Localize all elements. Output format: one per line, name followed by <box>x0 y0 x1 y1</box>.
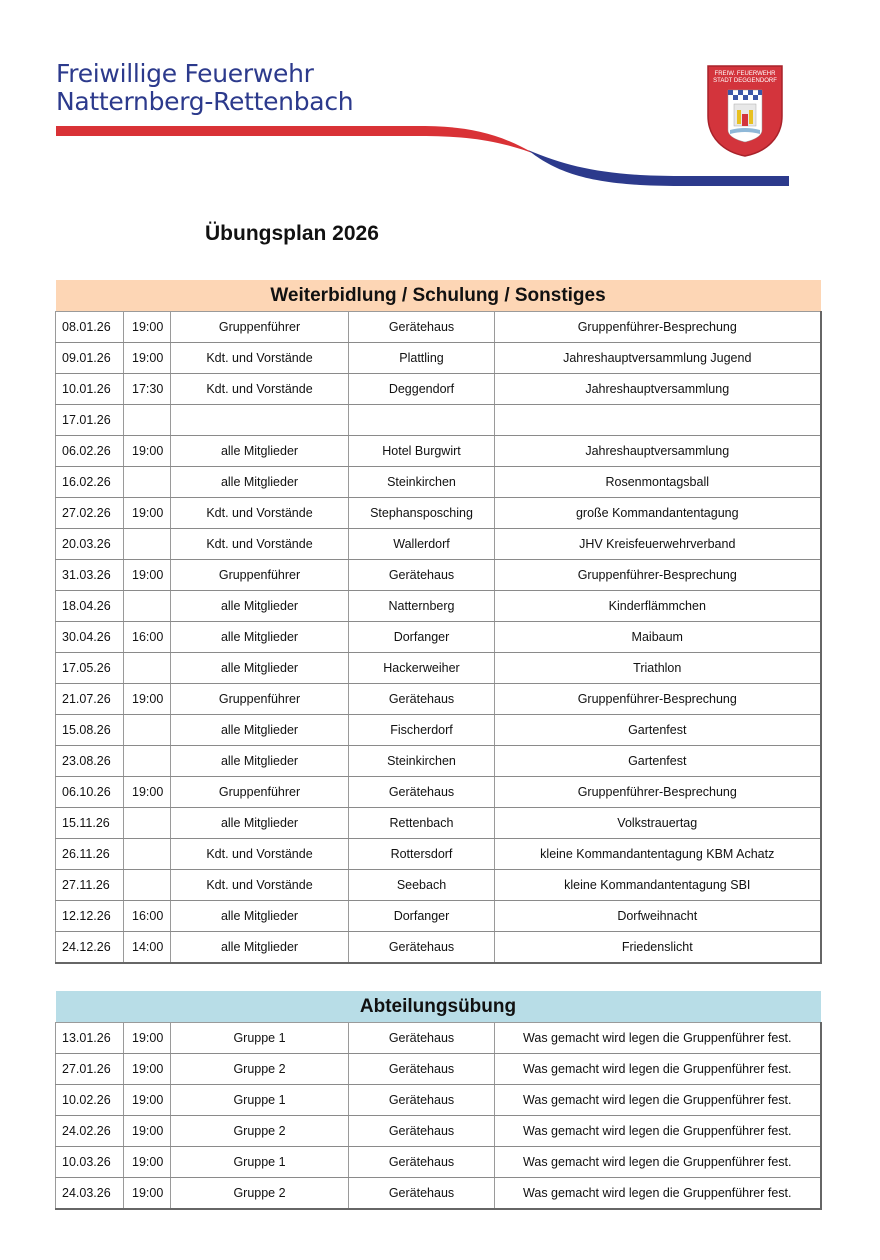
table-row <box>56 808 821 839</box>
topic-cell: Friedenslicht <box>495 932 821 964</box>
participants-cell: Gruppe 2 <box>171 1178 349 1210</box>
date-cell: 12.12.26 <box>56 901 124 932</box>
participants-cell: Gruppenführer <box>171 777 349 808</box>
participants-cell: Kdt. und Vorstände <box>171 343 349 374</box>
date-cell: 31.03.26 <box>56 560 124 591</box>
time-cell: 14:00 <box>124 932 171 964</box>
time-cell: 19:00 <box>124 1116 171 1147</box>
location-cell: Gerätehaus <box>349 1116 495 1147</box>
table-row <box>56 715 821 746</box>
location-cell: Natternberg <box>349 591 495 622</box>
topic-cell <box>495 405 821 436</box>
table-row <box>56 1085 821 1116</box>
participants-cell: Kdt. und Vorstände <box>171 529 349 560</box>
topic-cell: Gartenfest <box>495 746 821 777</box>
table-row <box>56 374 821 405</box>
time-cell <box>124 467 171 498</box>
participants-cell: Kdt. und Vorstände <box>171 498 349 529</box>
time-cell: 19:00 <box>124 436 171 467</box>
topic-cell: Was gemacht wird legen die Gruppenführer fest. <box>495 1085 821 1116</box>
date-cell: 17.05.26 <box>56 653 124 684</box>
time-cell: 19:00 <box>124 343 171 374</box>
topic-cell: Was gemacht wird legen die Gruppenführer fest. <box>495 1178 821 1210</box>
location-cell: Gerätehaus <box>349 1178 495 1210</box>
table-row <box>56 622 821 653</box>
location-cell: Hackerweiher <box>349 653 495 684</box>
table-row <box>56 1023 821 1054</box>
date-cell: 13.01.26 <box>56 1023 124 1054</box>
time-cell: 17:30 <box>124 374 171 405</box>
topic-cell: Jahreshauptversammlung <box>495 436 821 467</box>
location-cell: Gerätehaus <box>349 1085 495 1116</box>
time-cell <box>124 746 171 777</box>
schedule-table-department-drill <box>55 991 822 1210</box>
section-header-department-drill: Abteilungsübung <box>56 991 821 1023</box>
participants-cell: alle Mitglieder <box>171 746 349 777</box>
topic-cell: Jahreshauptversammlung <box>495 374 821 405</box>
table-row <box>56 777 821 808</box>
location-cell: Dorfanger <box>349 622 495 653</box>
date-cell: 15.08.26 <box>56 715 124 746</box>
participants-cell: alle Mitglieder <box>171 467 349 498</box>
org-name-line-1: Freiwillige Feuerwehr <box>56 59 314 88</box>
location-cell: Rottersdorf <box>349 839 495 870</box>
table-row <box>56 684 821 715</box>
topic-cell: Gruppenführer-Besprechung <box>495 684 821 715</box>
date-cell: 23.08.26 <box>56 746 124 777</box>
topic-cell: Dorfweihnacht <box>495 901 821 932</box>
table-row <box>56 932 821 964</box>
participants-cell: alle Mitglieder <box>171 591 349 622</box>
date-cell: 06.10.26 <box>56 777 124 808</box>
participants-cell: Gruppe 2 <box>171 1054 349 1085</box>
table-row <box>56 870 821 901</box>
location-cell <box>349 405 495 436</box>
location-cell: Gerätehaus <box>349 560 495 591</box>
date-cell: 10.03.26 <box>56 1147 124 1178</box>
date-cell: 16.02.26 <box>56 467 124 498</box>
fire-brigade-crest-icon <box>706 64 784 158</box>
participants-cell: Gruppenführer <box>171 684 349 715</box>
time-cell: 19:00 <box>124 498 171 529</box>
participants-cell: Kdt. und Vorstände <box>171 374 349 405</box>
time-cell: 19:00 <box>124 1147 171 1178</box>
date-cell: 30.04.26 <box>56 622 124 653</box>
date-cell: 15.11.26 <box>56 808 124 839</box>
time-cell: 19:00 <box>124 777 171 808</box>
topic-cell: kleine Kommandantentagung SBI <box>495 870 821 901</box>
page-title: Übungsplan 2026 <box>205 222 379 245</box>
topic-cell: Gruppenführer-Besprechung <box>495 777 821 808</box>
organization-name <box>56 60 353 116</box>
date-cell: 21.07.26 <box>56 684 124 715</box>
time-cell: 19:00 <box>124 560 171 591</box>
time-cell: 19:00 <box>124 1023 171 1054</box>
topic-cell: Triathlon <box>495 653 821 684</box>
topic-cell: Volkstrauertag <box>495 808 821 839</box>
participants-cell: alle Mitglieder <box>171 436 349 467</box>
table-row <box>56 498 821 529</box>
date-cell: 17.01.26 <box>56 405 124 436</box>
location-cell: Steinkirchen <box>349 746 495 777</box>
time-cell <box>124 870 171 901</box>
topic-cell: Kinderflämmchen <box>495 591 821 622</box>
participants-cell: Kdt. und Vorstände <box>171 870 349 901</box>
time-cell <box>124 808 171 839</box>
time-cell <box>124 839 171 870</box>
topic-cell: Gruppenführer-Besprechung <box>495 312 821 343</box>
topic-cell: Was gemacht wird legen die Gruppenführer fest. <box>495 1147 821 1178</box>
date-cell: 24.03.26 <box>56 1178 124 1210</box>
topic-cell: Was gemacht wird legen die Gruppenführer fest. <box>495 1054 821 1085</box>
table-row <box>56 560 821 591</box>
location-cell: Dorfanger <box>349 901 495 932</box>
time-cell <box>124 529 171 560</box>
schedule-body-training <box>56 312 821 964</box>
participants-cell: Gruppe 1 <box>171 1147 349 1178</box>
schedule-table-training <box>55 280 822 964</box>
location-cell: Wallerdorf <box>349 529 495 560</box>
time-cell: 19:00 <box>124 1178 171 1210</box>
schedule-body-department-drill <box>56 1023 821 1210</box>
table-row <box>56 901 821 932</box>
table-row <box>56 839 821 870</box>
time-cell <box>124 405 171 436</box>
topic-cell: Maibaum <box>495 622 821 653</box>
location-cell: Deggendorf <box>349 374 495 405</box>
location-cell: Gerätehaus <box>349 1147 495 1178</box>
date-cell: 20.03.26 <box>56 529 124 560</box>
svg-text:FREIW. FEUERWEHR: FREIW. FEUERWEHR <box>714 71 776 77</box>
table-row <box>56 343 821 374</box>
location-cell: Gerätehaus <box>349 312 495 343</box>
time-cell: 19:00 <box>124 312 171 343</box>
date-cell: 06.02.26 <box>56 436 124 467</box>
location-cell: Rettenbach <box>349 808 495 839</box>
date-cell: 24.12.26 <box>56 932 124 964</box>
participants-cell: alle Mitglieder <box>171 622 349 653</box>
participants-cell: alle Mitglieder <box>171 808 349 839</box>
table-row <box>56 529 821 560</box>
table-row <box>56 1116 821 1147</box>
participants-cell: Gruppenführer <box>171 560 349 591</box>
participants-cell: alle Mitglieder <box>171 901 349 932</box>
date-cell: 08.01.26 <box>56 312 124 343</box>
table-row <box>56 467 821 498</box>
table-row <box>56 436 821 467</box>
date-cell: 27.01.26 <box>56 1054 124 1085</box>
table-row <box>56 405 821 436</box>
participants-cell: Gruppenführer <box>171 312 349 343</box>
participants-cell <box>171 405 349 436</box>
table-row <box>56 1147 821 1178</box>
time-cell: 19:00 <box>124 684 171 715</box>
location-cell: Gerätehaus <box>349 777 495 808</box>
location-cell: Stephansposching <box>349 498 495 529</box>
date-cell: 18.04.26 <box>56 591 124 622</box>
location-cell: Gerätehaus <box>349 1023 495 1054</box>
table-row <box>56 312 821 343</box>
time-cell <box>124 715 171 746</box>
location-cell: Gerätehaus <box>349 932 495 964</box>
location-cell: Plattling <box>349 343 495 374</box>
topic-cell: Was gemacht wird legen die Gruppenführer fest. <box>495 1023 821 1054</box>
topic-cell: kleine Kommandantentagung KBM Achatz <box>495 839 821 870</box>
participants-cell: Gruppe 1 <box>171 1023 349 1054</box>
table-row <box>56 653 821 684</box>
location-cell: Gerätehaus <box>349 684 495 715</box>
topic-cell: Gartenfest <box>495 715 821 746</box>
topic-cell: Rosenmontagsball <box>495 467 821 498</box>
date-cell: 10.01.26 <box>56 374 124 405</box>
participants-cell: alle Mitglieder <box>171 932 349 964</box>
location-cell: Hotel Burgwirt <box>349 436 495 467</box>
time-cell <box>124 591 171 622</box>
location-cell: Gerätehaus <box>349 1054 495 1085</box>
participants-cell: Kdt. und Vorstände <box>171 839 349 870</box>
participants-cell: alle Mitglieder <box>171 653 349 684</box>
table-row <box>56 746 821 777</box>
svg-text:STADT DEGGENDORF: STADT DEGGENDORF <box>713 78 777 84</box>
time-cell: 19:00 <box>124 1085 171 1116</box>
section-header-training: Weiterbidlung / Schulung / Sonstiges <box>56 280 821 312</box>
location-cell: Seebach <box>349 870 495 901</box>
location-cell: Steinkirchen <box>349 467 495 498</box>
participants-cell: Gruppe 2 <box>171 1116 349 1147</box>
topic-cell: große Kommandantentagung <box>495 498 821 529</box>
time-cell: 19:00 <box>124 1054 171 1085</box>
table-row <box>56 591 821 622</box>
topic-cell: Gruppenführer-Besprechung <box>495 560 821 591</box>
location-cell: Fischerdorf <box>349 715 495 746</box>
date-cell: 26.11.26 <box>56 839 124 870</box>
date-cell: 27.02.26 <box>56 498 124 529</box>
time-cell <box>124 653 171 684</box>
topic-cell: Was gemacht wird legen die Gruppenführer fest. <box>495 1116 821 1147</box>
participants-cell: Gruppe 1 <box>171 1085 349 1116</box>
time-cell: 16:00 <box>124 901 171 932</box>
time-cell: 16:00 <box>124 622 171 653</box>
topic-cell: Jahreshauptversammlung Jugend <box>495 343 821 374</box>
date-cell: 10.02.26 <box>56 1085 124 1116</box>
date-cell: 24.02.26 <box>56 1116 124 1147</box>
table-row <box>56 1178 821 1210</box>
topic-cell: JHV Kreisfeuerwehrverband <box>495 529 821 560</box>
table-row <box>56 1054 821 1085</box>
date-cell: 27.11.26 <box>56 870 124 901</box>
org-name-line-2: Natternberg-Rettenbach <box>56 87 354 116</box>
participants-cell: alle Mitglieder <box>171 715 349 746</box>
date-cell: 09.01.26 <box>56 343 124 374</box>
